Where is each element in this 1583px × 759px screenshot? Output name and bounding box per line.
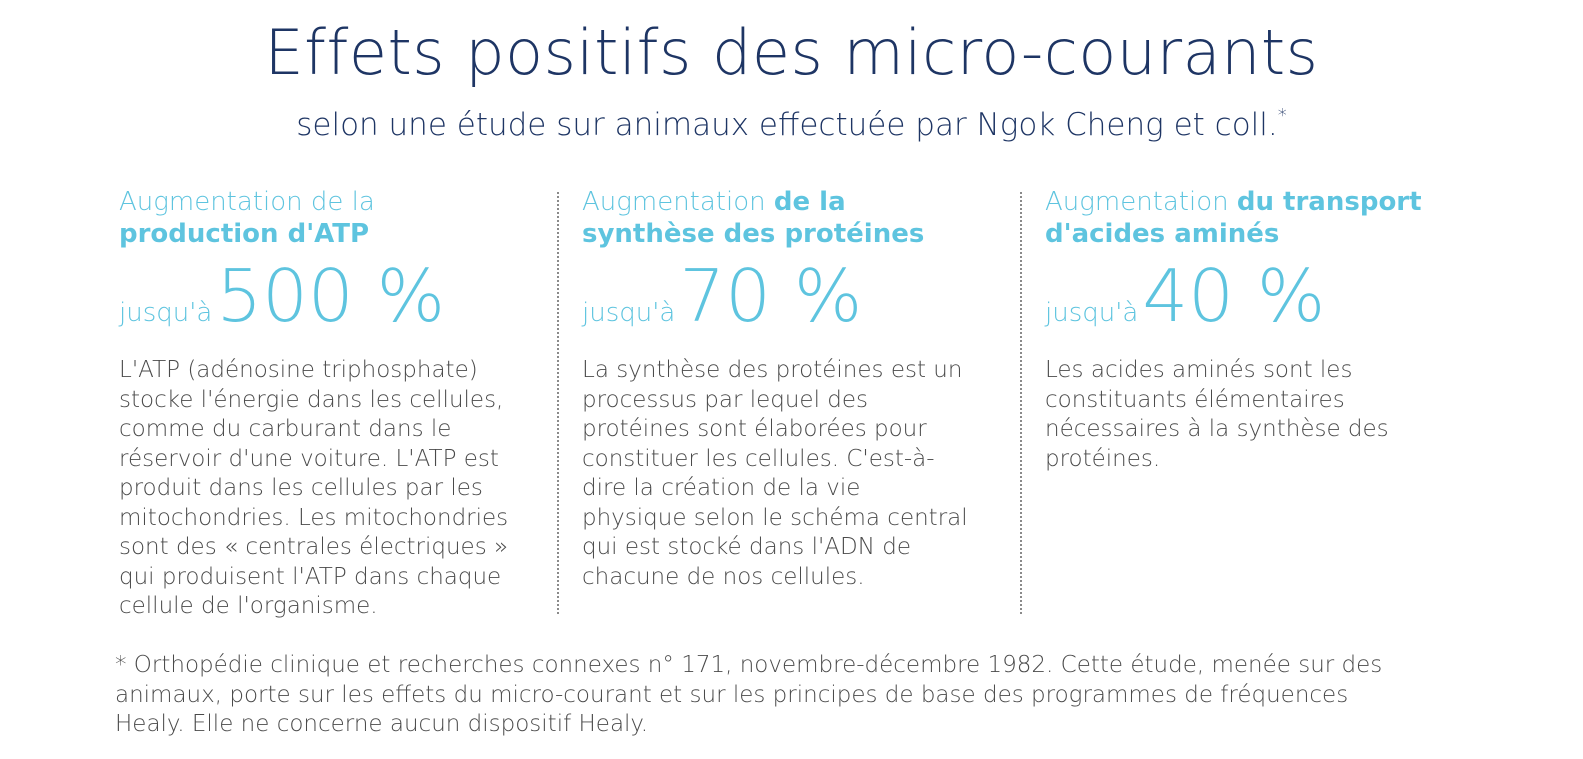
benefit-heading: [582, 186, 972, 250]
stat-value: 40 %: [1142, 254, 1326, 338]
page-title: Effets positifs des micro-courants: [264, 16, 1319, 89]
benefit-stat: [582, 254, 972, 338]
benefit-heading-prefix: Augmentation: [1045, 187, 1237, 217]
benefit-heading: [1045, 186, 1435, 250]
upto-label: jusqu'à: [1045, 298, 1139, 328]
footnote: * Orthopédie clinique et recherches connexes n° 171, novembre-décembre 1982. Cette étude, menée sur des animaux, porte sur les effets du micro-courant et sur les principes de base des programmes de fréquences Healy. Elle ne concerne aucun dispositif Healy.: [115, 652, 1383, 737]
benefit-heading-prefix: Augmentation de la: [119, 187, 375, 217]
upto-label: jusqu'à: [119, 298, 213, 328]
benefit-description: L'ATP (adénosine triphosphate) stocke l'énergie dans les cellules, comme du carburant dans le réservoir d'une voiture. L'ATP est produit dans les cellules par les mitochondries. Les mitochondries sont des « centrales électriques » qui produisent l'ATP dans chaque cellule de l'organisme.: [119, 357, 509, 619]
upto-label: jusqu'à: [582, 298, 676, 328]
stat-value: 500 %: [216, 254, 446, 338]
column-divider: [1020, 192, 1022, 614]
footnote-marker: *: [1277, 105, 1287, 126]
benefit-stat: [119, 254, 509, 338]
benefit-column-protein-synthesis: [582, 186, 972, 592]
column-divider: [557, 192, 559, 614]
stat-value: 70 %: [679, 254, 863, 338]
benefit-heading-bold: du transport d'acides aminés: [1045, 187, 1422, 249]
benefit-heading-bold: production d'ATP: [119, 219, 370, 249]
benefit-heading-bold: de la synthèse des protéines: [582, 187, 925, 249]
benefit-column-atp: [119, 186, 509, 622]
subtitle-text: selon une étude sur animaux effectuée par Ngok Cheng et coll.: [296, 107, 1278, 143]
benefit-stat: [1045, 254, 1435, 338]
benefit-description: La synthèse des protéines est un processus par lequel des protéines sont élaborées pour constituer les cellules. C'est-à-dire la création de la vie physique selon le schéma central qui est stocké dans l'ADN de chacune de nos cellules.: [582, 357, 968, 590]
benefit-column-amino-acids: [1045, 186, 1435, 474]
benefit-heading-prefix: Augmentation: [582, 187, 774, 217]
benefit-description: Les acides aminés sont les constituants élémentaires nécessaires à la synthèse des protéines.: [1045, 357, 1389, 472]
page-subtitle: [0, 105, 1583, 145]
benefit-heading: [119, 186, 509, 250]
